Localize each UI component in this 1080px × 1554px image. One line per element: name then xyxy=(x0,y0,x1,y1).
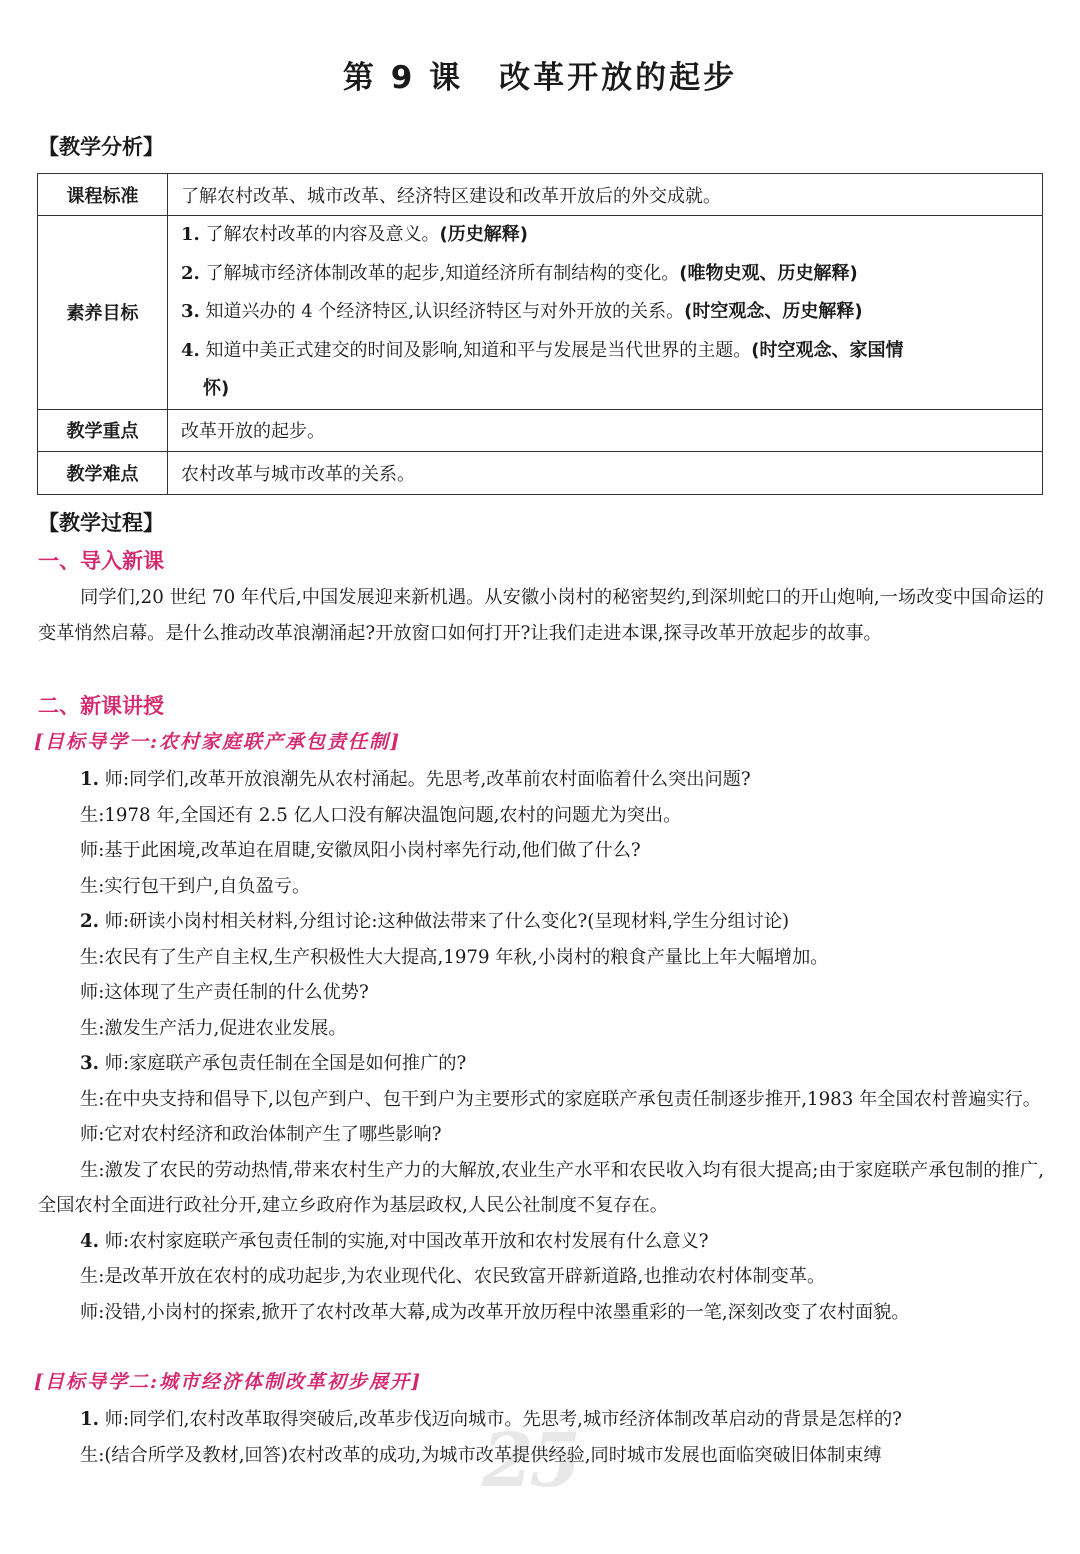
analysis-heading: 【教学分析】 xyxy=(38,135,164,159)
dialogue-line: 生:农民有了生产自主权,生产积极性大大提高,1979 年秋,小岗村的粮食产量比上年大幅增加。 xyxy=(80,946,829,968)
new-lesson-heading: 二、新课讲授 xyxy=(38,694,164,718)
goal1-content xyxy=(38,762,1044,1330)
analysis-table xyxy=(37,173,1043,495)
row-value: 改革开放的起步。 xyxy=(168,409,1043,451)
page-number: 25 xyxy=(482,1418,577,1504)
dialogue-line: 生:在中央支持和倡导下,以包产到户、包干到户为主要形式的家庭联产承包责任制逐步推开,1983 年全国农村普遍实行。 xyxy=(80,1088,1041,1110)
dialogue-line: 生:激发生产活力,促进农业发展。 xyxy=(80,1017,347,1039)
intro-paragraph: 同学们,20 世纪 70 年代后,中国发展迎来新机遇。从安徽小岗村的秘密契约,到深圳蛇口的开山炮响,一场改变中国命运的变革悄然启幕。是什么推动改革浪潮涌起?开放窗口如何打开?让我们走进本课,探寻改革开放起步的故事。 xyxy=(38,587,1044,644)
dialogue-line: 生:是改革开放在农村的成功起步,为农业现代化、农民致富开辟新道路,也推动农村体制变革。 xyxy=(80,1266,826,1287)
goal-item: 4. 知道中美正式建交的时间及影响,知道和平与发展是当代世界的主题。(时空观念、家国情 xyxy=(181,339,904,361)
goal-item-continued: 怀) xyxy=(203,378,230,399)
dialogue-line: 生:激发了农民的劳动热情,带来农村生产力的大解放,农业生产水平和农民收入均有很大提高;由于家庭联产承包制的推广,全国农村全面进行政社分开,建立乡政府作为基层政权,人民公社制度不复存在。 xyxy=(38,1159,1044,1216)
goal-item: 2. 了解城市经济体制改革的起步,知道经济所有制结构的变化。(唯物史观、历史解释) xyxy=(181,262,858,284)
dialogue-line: 师:它对农村经济和政治体制产生了哪些影响? xyxy=(80,1124,442,1145)
process-heading: 【教学过程】 xyxy=(38,511,164,535)
row-key: 课程标准 xyxy=(38,174,168,216)
goals-list xyxy=(168,216,1043,410)
dialogue-line: 3. 师:家庭联产承包责任制在全国是如何推广的? xyxy=(80,1053,467,1074)
goal2-heading: [目标导学二:城市经济体制改革初步展开] xyxy=(34,1371,422,1393)
dialogue-line: 1. 师:同学们,农村改革取得突破后,改革步伐迈向城市。先思考,城市经济体制改革启动的背景是怎样的? xyxy=(80,1409,902,1430)
lesson-name: 改革开放的起步 xyxy=(499,60,738,96)
intro-heading: 一、导入新课 xyxy=(38,549,164,573)
dialogue-line: 师:没错,小岗村的探索,掀开了农村改革大幕,成为改革开放历程中浓墨重彩的一笔,深刻改变了农村面貌。 xyxy=(80,1301,910,1323)
dialogue-line: 生:实行包干到户,自负盈亏。 xyxy=(80,875,311,897)
goal2-content xyxy=(38,1402,1044,1473)
row-key: 素养目标 xyxy=(38,216,168,410)
goal-item: 3. 知道兴办的 4 个经济特区,认识经济特区与对外开放的关系。(时空观念、历史解释) xyxy=(181,301,863,322)
dialogue-line: 师:基于此困境,改革迫在眉睫,安徽凤阳小岗村率先行动,他们做了什么? xyxy=(80,840,641,861)
dialogue-line: 师:这体现了生产责任制的什么优势? xyxy=(80,982,369,1003)
lesson-title xyxy=(0,52,1080,97)
row-value: 农村改革与城市改革的关系。 xyxy=(168,451,1043,494)
dialogue-line: 1. 师:同学们,改革开放浪潮先从农村涌起。先思考,改革前农村面临着什么突出问题? xyxy=(80,769,751,790)
row-key: 教学重点 xyxy=(38,409,168,451)
row-value: 了解农村改革、城市改革、经济特区建设和改革开放后的外交成就。 xyxy=(168,174,1043,216)
dialogue-line: 生:1978 年,全国还有 2.5 亿人口没有解决温饱问题,农村的问题尤为突出。 xyxy=(80,804,682,826)
dialogue-line: 4. 师:农村家庭联产承包责任制的实施,对中国改革开放和农村发展有什么意义? xyxy=(80,1230,709,1252)
row-key: 教学难点 xyxy=(38,451,168,494)
goal-item: 1. 了解农村改革的内容及意义。(历史解释) xyxy=(181,224,528,245)
table-row xyxy=(38,216,1043,410)
dialogue-line: 2. 师:研读小岗村相关材料,分组讨论:这种做法带来了什么变化?(呈现材料,学生分组讨论) xyxy=(80,911,790,932)
table-row xyxy=(38,451,1043,494)
lesson-number: 第 9 课 xyxy=(342,60,464,96)
table-row xyxy=(38,409,1043,451)
goal1-heading: [目标导学一:农村家庭联产承包责任制] xyxy=(34,731,401,753)
table-row xyxy=(38,174,1043,216)
dialogue-line: 生:(结合所学及教材,回答)农村改革的成功,为城市改革提供经验,同时城市发展也面临突破旧体制束缚 xyxy=(80,1444,882,1466)
